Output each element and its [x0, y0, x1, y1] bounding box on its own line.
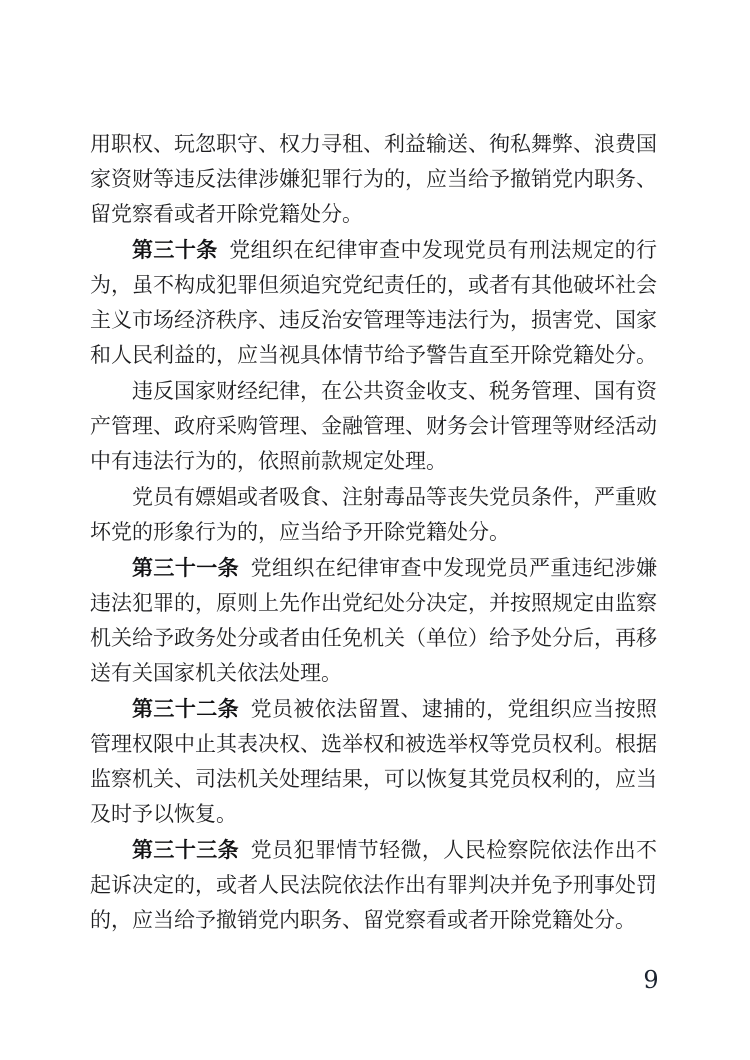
paragraph-article-33	[90, 832, 657, 938]
article-32-number: 第三十二条	[132, 696, 240, 721]
paragraph-text: 用职权、玩忽职守、权力寻租、利益输送、徇私舞弊、浪费国家资财等违反法律涉嫌犯罪行为的，应当给予撤销党内职务、留党察看或者开除党籍处分。	[90, 132, 657, 226]
paragraph-article-32	[90, 691, 657, 832]
article-33-number: 第三十三条	[132, 837, 240, 862]
paragraph-text: 党员犯罪情节轻微，人民检察院依法作出不起诉决定的，或者人民法院依法作出有罪判决并免予刑事处罚的，应当给予撤销党内职务、留党察看或者开除党籍处分。	[90, 838, 658, 932]
page-number: 9	[643, 966, 659, 994]
paragraph-text: 党员有嫖娼或者吸食、注射毒品等丧失党员条件，严重败坏党的形象行为的，应当给予开除党籍处分。	[90, 485, 657, 544]
paragraph-continuation	[90, 126, 657, 232]
paragraph-text: 党员被依法留置、逮捕的，党组织应当按照管理权限中止其表决权、选举权和被选举权等党员权利。根据监察机关、司法机关处理结果，可以恢复其党员权利的，应当及时予以恢复。	[90, 697, 658, 826]
paragraph-article-30	[90, 232, 657, 373]
paragraph-text: 党组织在纪律审查中发现党员有刑法规定的行为，虽不构成犯罪但须追究党纪责任的，或者有其他破坏社会主义市场经济秩序、违反治安管理等违法行为，损害党、国家和人民利益的，应当视具体情节给予警告直至开除党籍处分。	[90, 238, 658, 367]
paragraph-article-30-clause-2	[90, 373, 657, 479]
article-31-number: 第三十一条	[132, 555, 240, 580]
article-30-number: 第三十条	[132, 237, 218, 262]
paragraph-article-30-clause-3	[90, 479, 657, 550]
paragraph-article-31	[90, 550, 657, 691]
paragraph-text: 违反国家财经纪律，在公共资金收支、税务管理、国有资产管理、政府采购管理、金融管理、财务会计管理等财经活动中有违法行为的，依照前款规定处理。	[90, 379, 657, 473]
paragraph-text: 党组织在纪律审查中发现党员严重违纪涉嫌违法犯罪的，原则上先作出党纪处分决定，并按照规定由监察机关给予政务处分或者由任免机关（单位）给予处分后，再移送有关国家机关依法处理。	[90, 556, 658, 685]
document-text-block	[90, 126, 657, 938]
